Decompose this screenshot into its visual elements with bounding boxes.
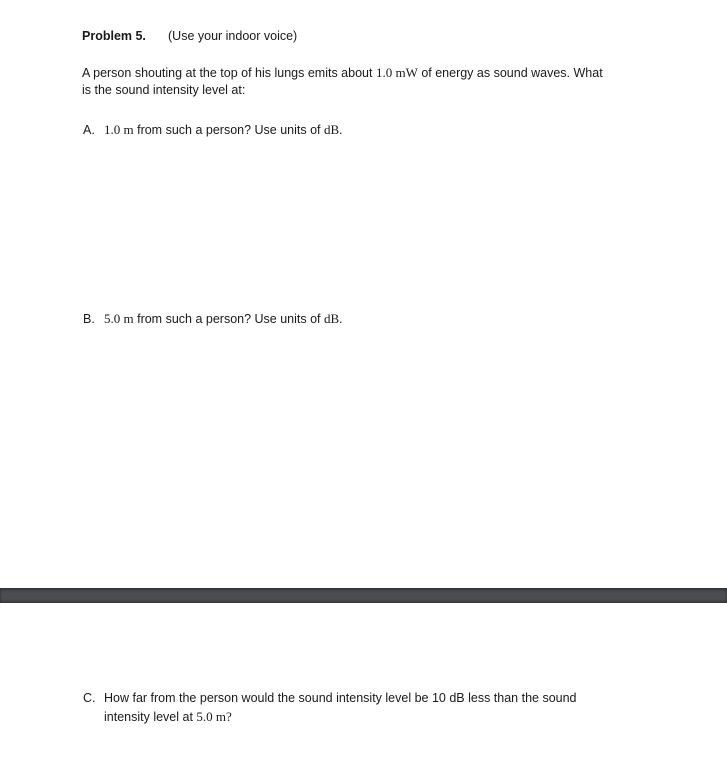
- question-c-end: ?: [226, 709, 232, 724]
- question-b-label: B.: [83, 312, 95, 326]
- question-c-quantity: 5.0 m: [196, 709, 227, 724]
- problem-label: Problem 5.: [82, 29, 146, 43]
- page-separator: [0, 588, 727, 603]
- question-c-line-2: [104, 708, 232, 726]
- intro-text-a: A person shouting at the top of his lungs emits about: [82, 66, 376, 80]
- question-a: [83, 121, 342, 139]
- intro-line-2: is the sound intensity level at:: [82, 83, 246, 97]
- question-b-end: .: [339, 311, 343, 326]
- question-c-label: C.: [83, 691, 96, 705]
- question-b-text: from such a person? Use units of: [133, 312, 324, 326]
- document-page-2: [0, 603, 727, 779]
- question-b-quantity: 5.0 m: [104, 311, 134, 326]
- problem-note: (Use your indoor voice): [168, 29, 298, 43]
- intro-text-b: of energy as sound waves. What: [417, 66, 603, 80]
- question-b: [83, 310, 342, 328]
- question-a-label: A.: [83, 123, 95, 137]
- question-a-unit: dB: [324, 122, 340, 137]
- question-c-text-2: intensity level at: [104, 710, 197, 724]
- question-a-end: .: [339, 122, 343, 137]
- question-b-unit: dB: [324, 311, 340, 326]
- question-a-text: from such a person? Use units of: [133, 123, 324, 137]
- intro-line-1: [82, 64, 603, 82]
- question-a-quantity: 1.0 m: [104, 122, 134, 137]
- question-c-text-1: How far from the person would the sound intensity level be 10 dB less than the sound: [104, 691, 577, 705]
- intro-quantity: 1.0 mW: [375, 65, 418, 80]
- question-c-line-1: [83, 690, 577, 707]
